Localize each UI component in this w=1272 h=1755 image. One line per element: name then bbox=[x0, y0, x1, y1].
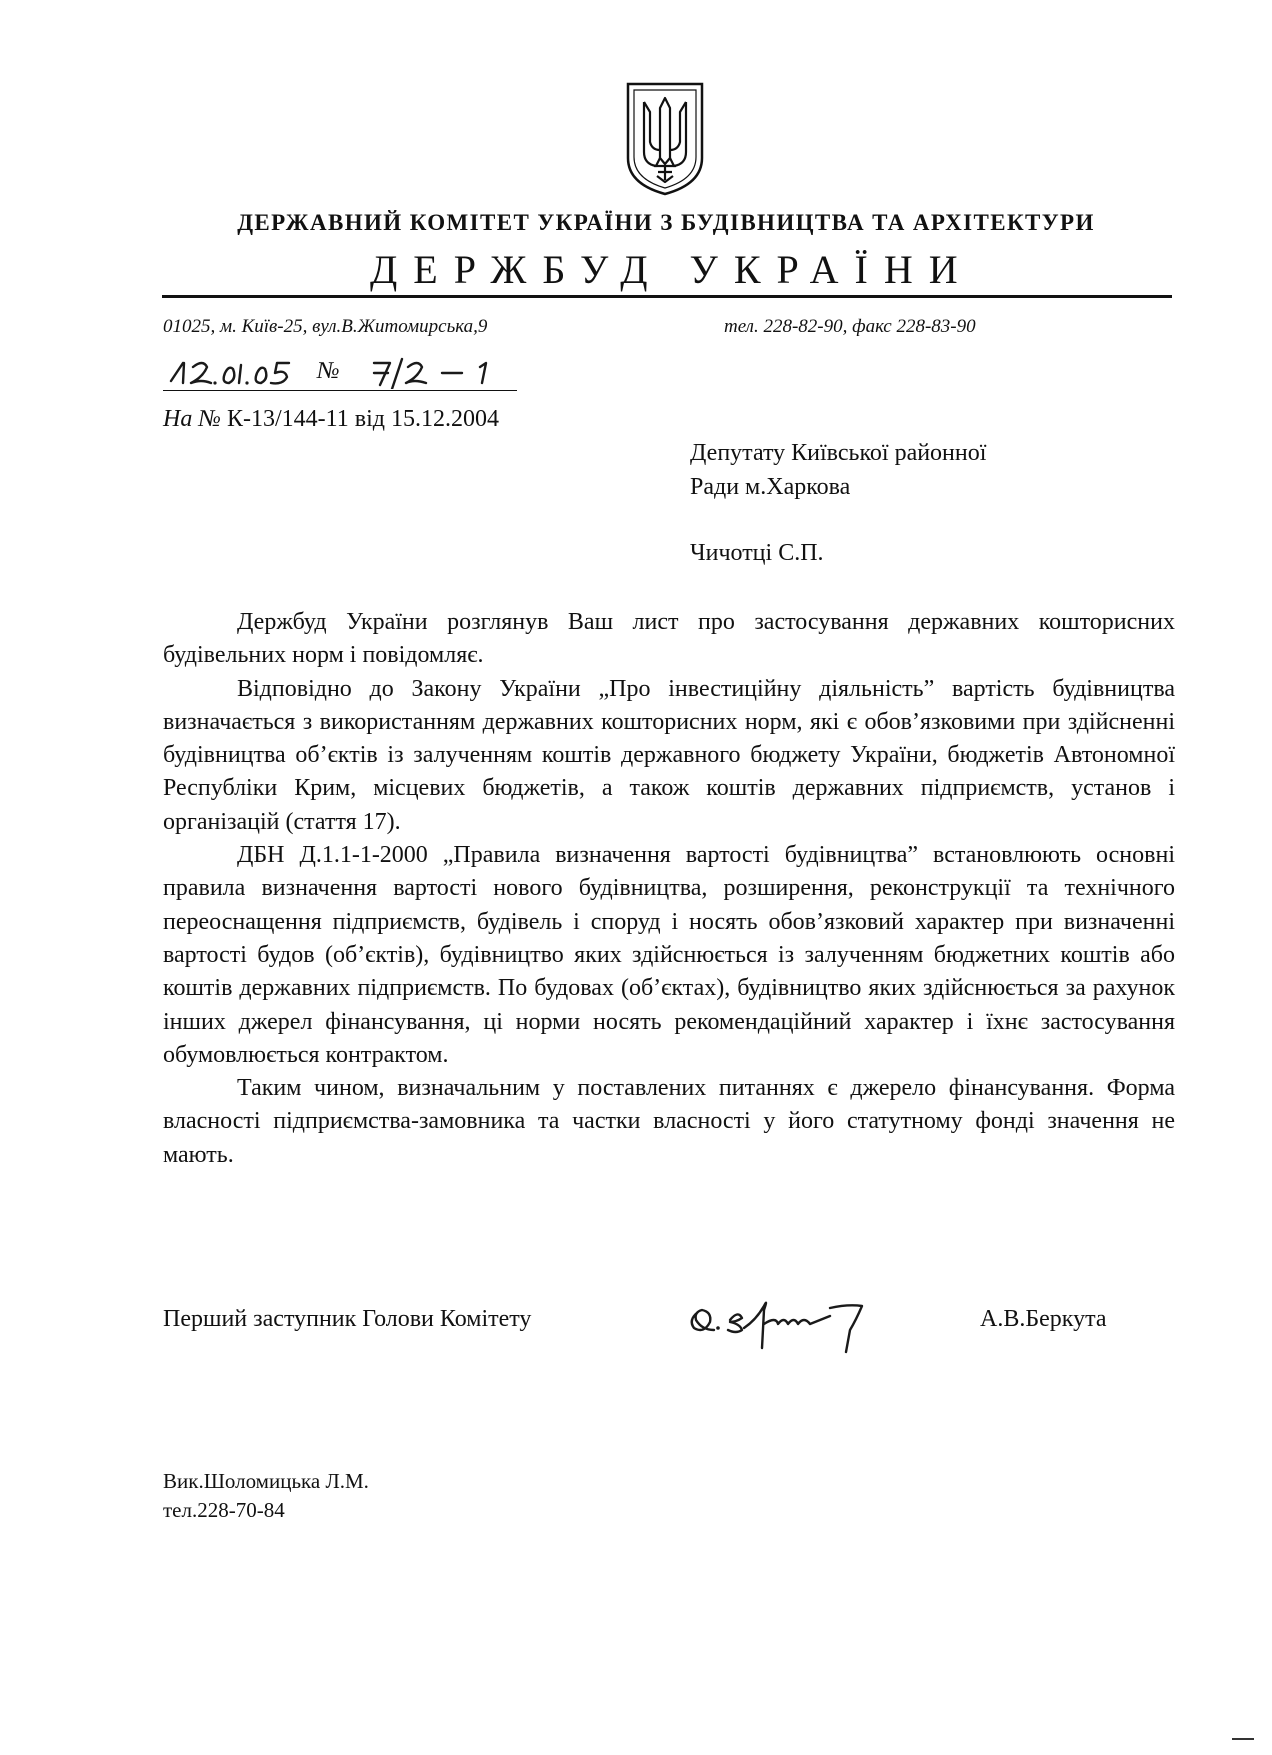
reference-text: К-13/144-11 від 15.12.2004 bbox=[220, 406, 499, 432]
signatory-name: А.В.Беркута bbox=[980, 1306, 1107, 1332]
letter-body bbox=[163, 606, 1175, 1172]
handwritten-signature bbox=[680, 1290, 890, 1358]
header-divider bbox=[162, 295, 1172, 298]
handwritten-outgoing-number bbox=[368, 355, 518, 389]
handwritten-outgoing-date bbox=[163, 355, 295, 389]
body-paragraph: Відповідно до Закону України „Про інвестиційну діяльність” вартість будівництва визначається з використанням державних кошторисних норм, які є обов’язковими при здійсненні будівництва об’єктів із залученням коштів державного бюджету України, бюджетів Автономної Республіки Крим, місцевих бюджетів, а також коштів державних підприємств, установ і організацій (стаття 17). bbox=[163, 675, 1175, 835]
executor-name: Вик.Шоломицька Л.М. bbox=[163, 1469, 369, 1493]
scan-edge-mark bbox=[1232, 1738, 1254, 1740]
body-paragraph: Таким чином, визначальним у поставлених питаннях є джерело фінансування. Форма власності підприємства-замовника та частки власності у його статутному фонді значення не мають. bbox=[163, 1075, 1175, 1168]
organization-address: 01025, м. Київ-25, вул.В.Житомирська,9 bbox=[163, 316, 488, 337]
recipient-position-line2: Ради м.Харкова bbox=[690, 474, 851, 500]
trident-coat-of-arms-icon bbox=[624, 80, 706, 198]
organization-name: ДЕРЖАВНИЙ КОМІТЕТ УКРАЇНИ З БУДІВНИЦТВА ТА АРХІТЕКТУРИ bbox=[237, 210, 1095, 235]
outgoing-number-label: № bbox=[317, 358, 340, 384]
outgoing-underline bbox=[163, 390, 517, 391]
executor-phone: тел.228-70-84 bbox=[163, 1498, 285, 1522]
organization-phones: тел. 228-82-90, факс 228-83-90 bbox=[724, 316, 976, 337]
body-paragraph: ДБН Д.1.1-1-2000 „Правила визначення вартості будівництва” встановлюють основні правила визначення вартості нового будівництва, розширення, реконструкції та технічного переоснащення підприємств, будівель і споруд і носять обов’язковий характер при визначенні вартості будов (об’єктів), будівництво яких здійснюється із залученням бюджетних коштів або коштів державних підприємств. По будовах (об’єктах), будівництво яких здійснюється за рахунок інших джерел фінансування, ці норми носять рекомендаційний характер і їхнє застосування обумовлюється контрактом. bbox=[163, 842, 1175, 1068]
outgoing-registration bbox=[163, 355, 517, 391]
recipient-position-line1: Депутату Київської районної bbox=[690, 440, 987, 466]
body-paragraph: Держбуд України розглянув Ваш лист про застосування державних кошторисних будівельних норм і повідомляє. bbox=[163, 609, 1175, 669]
reference-prefix: На № bbox=[163, 406, 221, 432]
signatory-title: Перший заступник Голови Комітету bbox=[163, 1306, 532, 1332]
organization-short-name: ДЕРЖБУД УКРАЇНИ bbox=[370, 247, 974, 292]
recipient-name: Чичотці С.П. bbox=[690, 540, 824, 566]
reference-line bbox=[163, 406, 499, 433]
